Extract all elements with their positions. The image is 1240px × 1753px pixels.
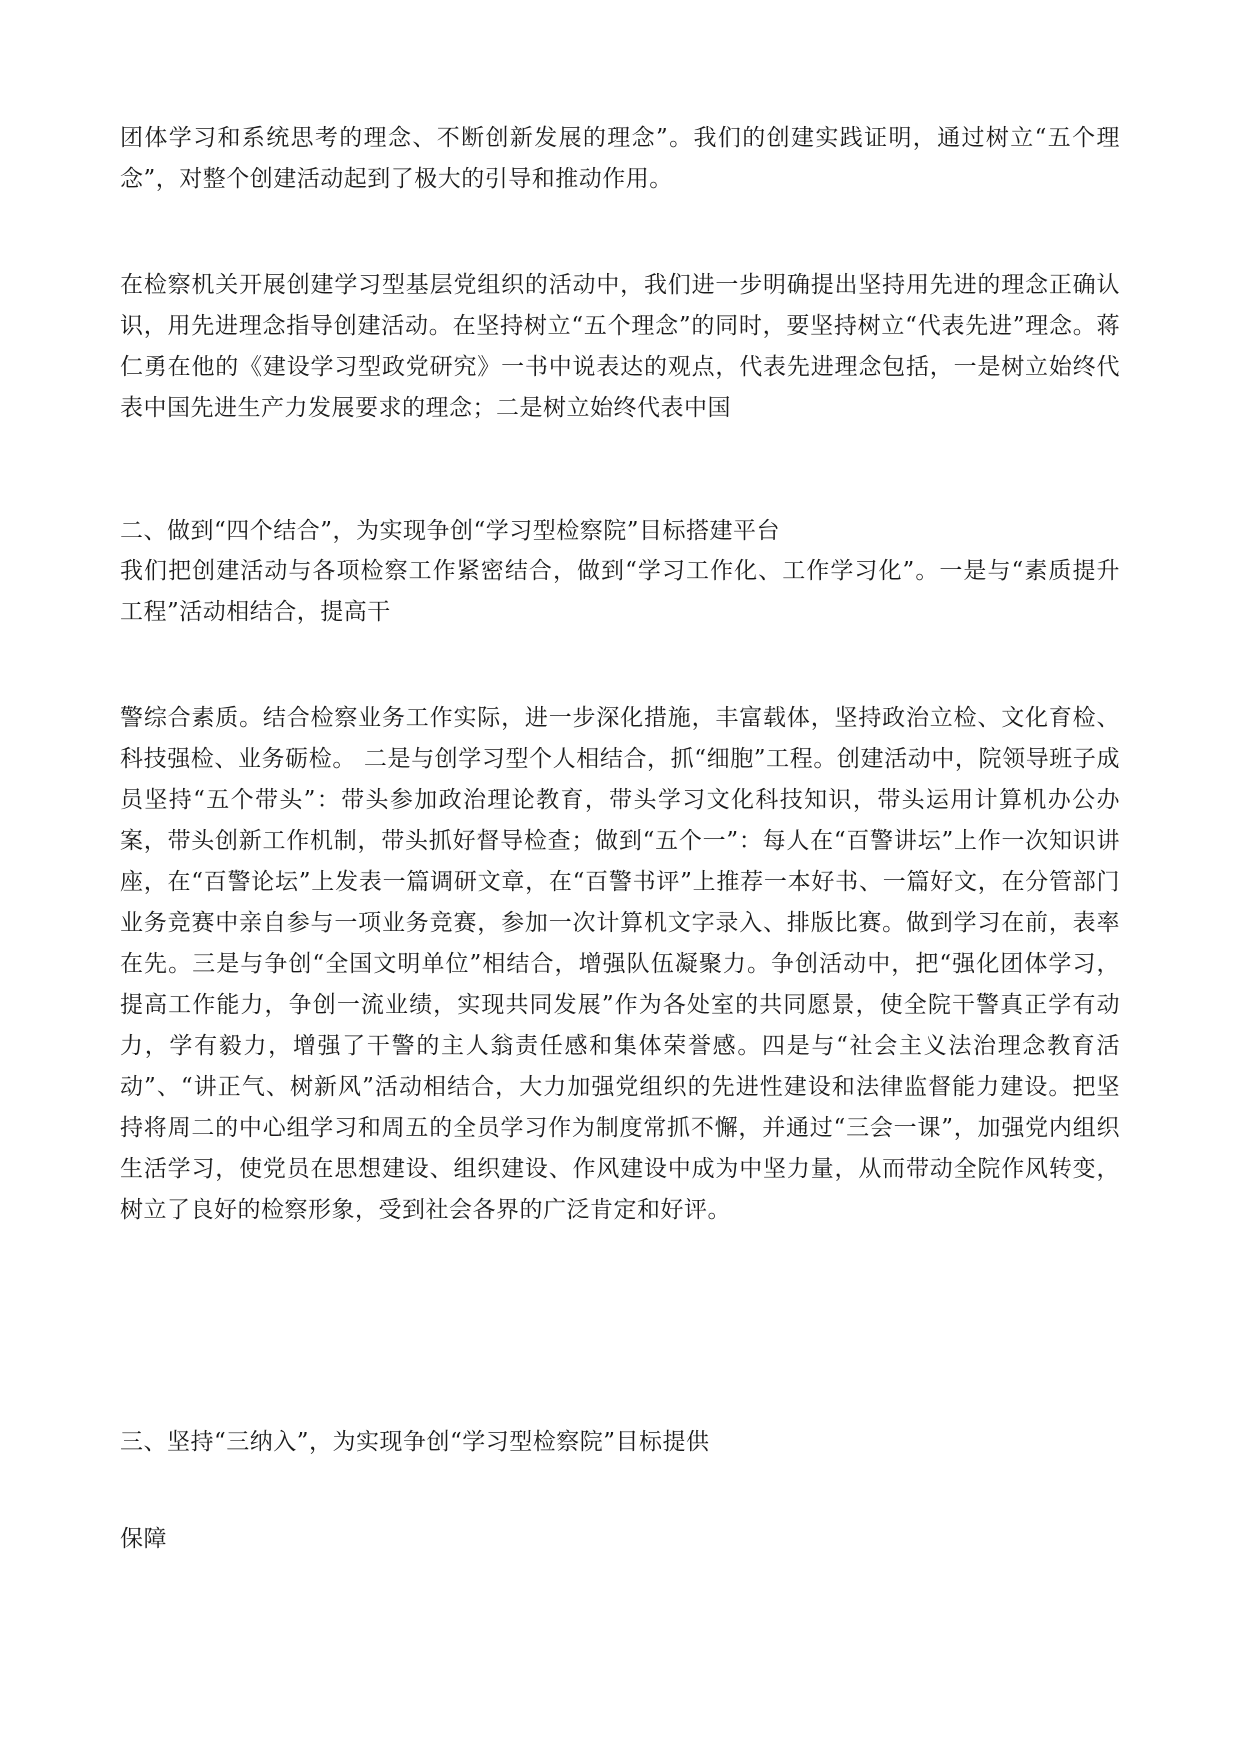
paragraph-advanced-concepts: 在检察机关开展创建学习型基层党组织的活动中，我们进一步明确提出坚持用先进的理念正确认识，用先进理念指导创建活动。在坚持树立“五个理念”的同时，要坚持树立“代表先进”理念。蒋仁勇在他的《建设学习型政党研究》一书中说表达的观点，代表先进理念包括，一是树立始终代表中国先进生产力发展要求的理念；二是树立始终代表中国 [120, 272, 1120, 421]
section-heading-three-inclusions: 三、坚持“三纳入”，为实现争创“学习型检察院”目标提供 [120, 1429, 710, 1455]
paragraph-combination-intro: 我们把创建活动与各项检察工作紧密结合，做到“学习工作化、工作学习化”。一是与“素质提升工程”活动相结合，提高干 [120, 558, 1120, 625]
paragraph-five-concepts-conclusion: 团体学习和系统思考的理念、不断创新发展的理念”。我们的创建实践证明，通过树立“五个理念”，对整个创建活动起到了极大的引导和推动作用。 [120, 125, 1120, 192]
section-heading-four-combinations: 二、做到“四个结合”，为实现争创“学习型检察院”目标搭建平台 [120, 518, 781, 544]
paragraph-combination-details: 警综合素质。结合检察业务工作实际，进一步深化措施，丰富载体，坚持政治立检、文化育检、科技强检、业务砺检。 二是与创学习型个人相结合，抓“细胞”工程。创建活动中，院领导班子成员坚持“五个带头”：带头参加政治理论教育，带头学习文化科技知识，带头运用计算机办公办案，带头创新工作机制，带头抓好督导检查；做到“五个一”：每人在“百警讲坛”上作一次知识讲座，在“百警论坛”上发表一篇调研文章，在“百警书评”上推荐一本好书、一篇好文，在分管部门业务竞赛中亲自参与一项业务竞赛，参加一次计算机文字录入、排版比赛。做到学习在前，表率在先。三是与争创“全国文明单位”相结合，增强队伍凝聚力。争创活动中，把“强化团体学习，提高工作能力，争创一流业绩，实现共同发展”作为各处室的共同愿景，使全院干警真正学有动力，学有毅力，增强了干警的主人翁责任感和集体荣誉感。四是与“社会主义法治理念教育活动”、“讲正气、树新风”活动相结合，大力加强党组织的先进性建设和法律监督能力建设。把坚持将周二的中心组学习和周五的全员学习作为制度常抓不懈，并通过“三会一课”，加强党内组织生活学习，使党员在思想建设、组织建设、作风建设中成为中坚力量，从而带动全院作风转变，树立了良好的检察形象，受到社会各界的广泛肯定和好评。 [120, 705, 1120, 1223]
section-heading-continuation: 保障 [120, 1526, 167, 1552]
